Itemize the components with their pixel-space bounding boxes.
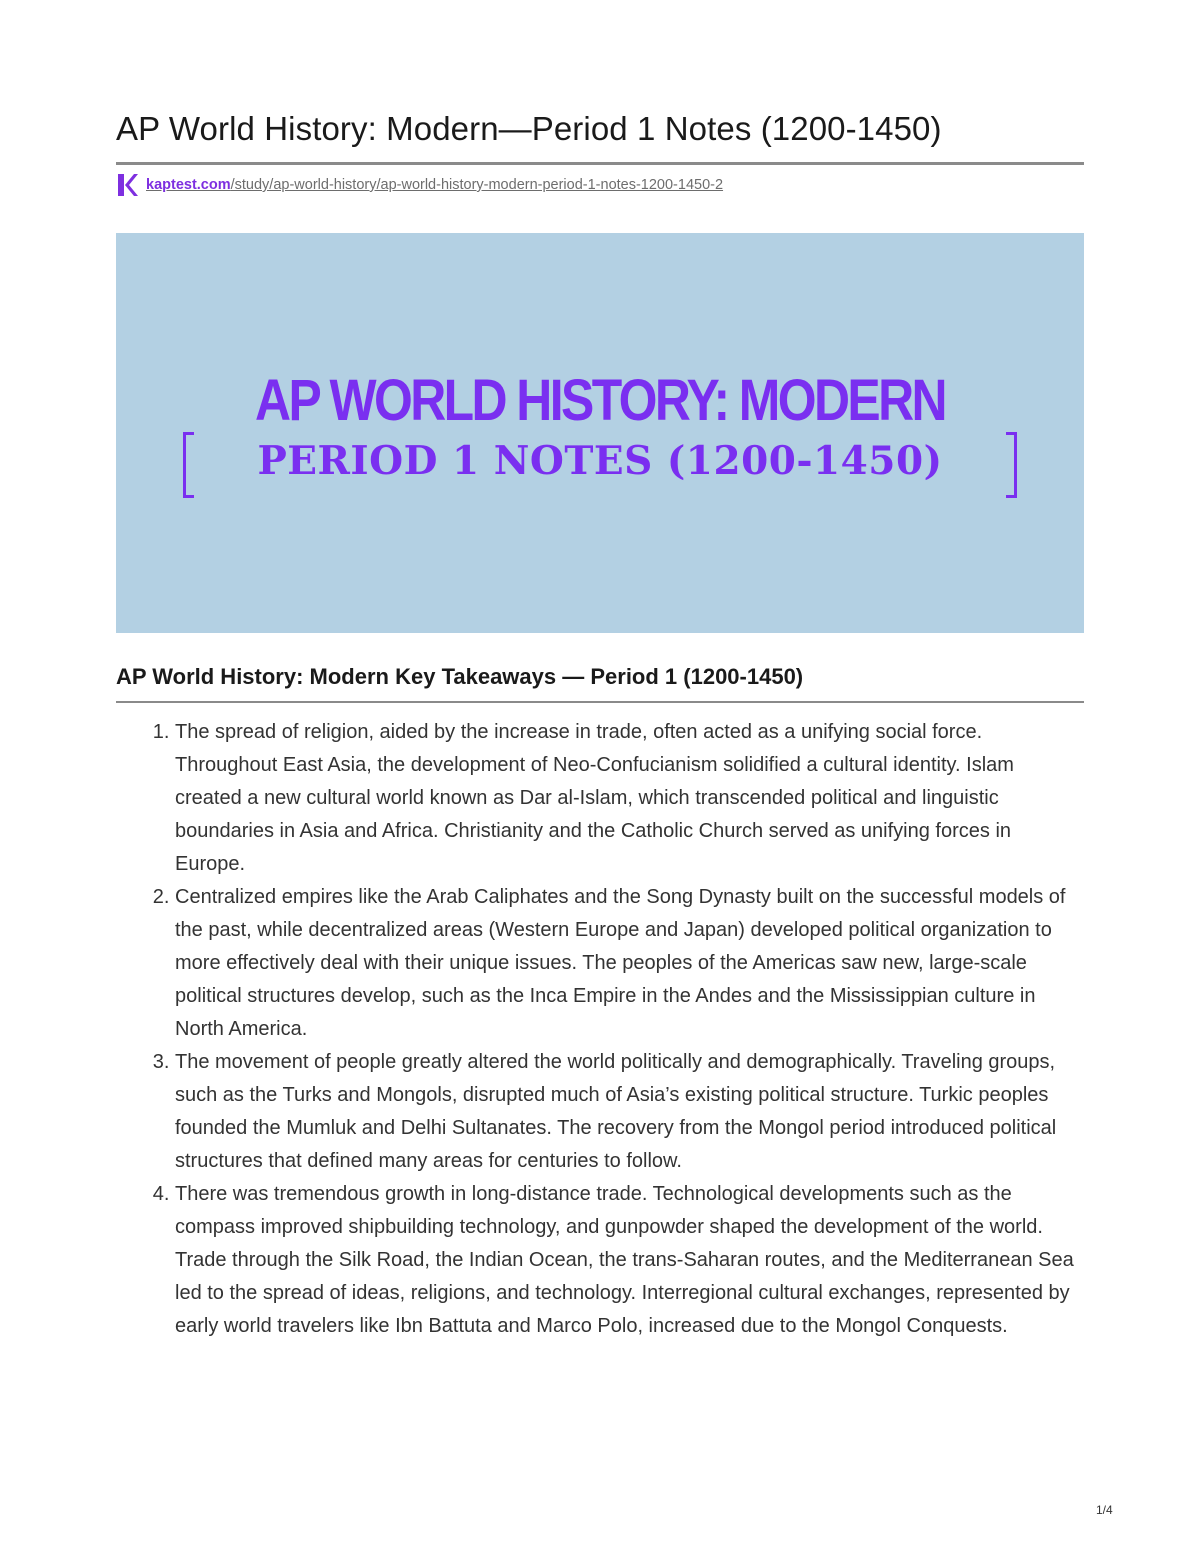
list-item: 2. Centralized empires like the Arab Caliphates and the Song Dynasty built on the successful models of the past, while decentralized areas (Western Europe and Japan) developed political organization to more effectively deal with their unique issues. The peoples of the Americas saw new, large-scale political structures develop, such as the Inca Empire in the Andes and the Mississippian culture in North America. — [175, 881, 1084, 1046]
source-link-path: /study/ap-world-history/ap-world-history-modern-period-1-notes-1200-1450-2 — [230, 177, 724, 193]
source-link[interactable] — [146, 177, 723, 193]
document-title: AP World History: Modern—Period 1 Notes (1200-1450) — [116, 110, 942, 147]
list-item: 3. The movement of people greatly altered the world politically and demographically. Traveling groups, such as the Turks and Mongols, disrupted much of Asia’s existing political structure. Turkic peoples founded the Mumluk and Delhi Sultanates. The recovery from the Mongol period introduced political structures that defined many areas for centuries to follow. — [175, 1046, 1084, 1178]
kaplan-k-logo-icon — [116, 172, 138, 198]
banner-subtitle: PERIOD 1 NOTES (1200-1450) — [257, 438, 943, 484]
section-heading: AP World History: Modern Key Takeaways — Period 1 (1200-1450) — [116, 664, 804, 689]
list-item: 4. There was tremendous growth in long-distance trade. Technological developments such as the compass improved shipbuilding technology, and gunpowder shaped the development of the world. Trade through the Silk Road, the Indian Ocean, the trans-Saharan routes, and the Mediterranean Sea led to the spread of ideas, religions, and technology. Interregional cultural exchanges, represented by early world travelers like Ibn Battuta and Marco Polo, increased due to the Mongol Conquests. — [175, 1178, 1084, 1343]
takeaways-list — [116, 716, 1084, 1343]
section-divider — [116, 701, 1084, 703]
list-item: 1. The spread of religion, aided by the increase in trade, often acted as a unifying social force. Throughout East Asia, the development of Neo-Confucianism solidified a cultural identity. Islam created a new cultural world known as Dar al-Islam, which transcended political and linguistic boundaries in Asia and Africa. Christianity and the Catholic Church served as unifying forces in Europe. — [175, 716, 1084, 881]
hero-banner — [116, 233, 1084, 633]
source-link-domain: kaptest.com — [146, 177, 231, 193]
source-row — [116, 172, 723, 198]
page-number: 1/4 — [1096, 1503, 1113, 1517]
banner-title: AP WORLD HISTORY: MODERN — [255, 368, 945, 433]
right-bracket-decoration — [1006, 432, 1017, 498]
title-divider — [116, 162, 1084, 165]
